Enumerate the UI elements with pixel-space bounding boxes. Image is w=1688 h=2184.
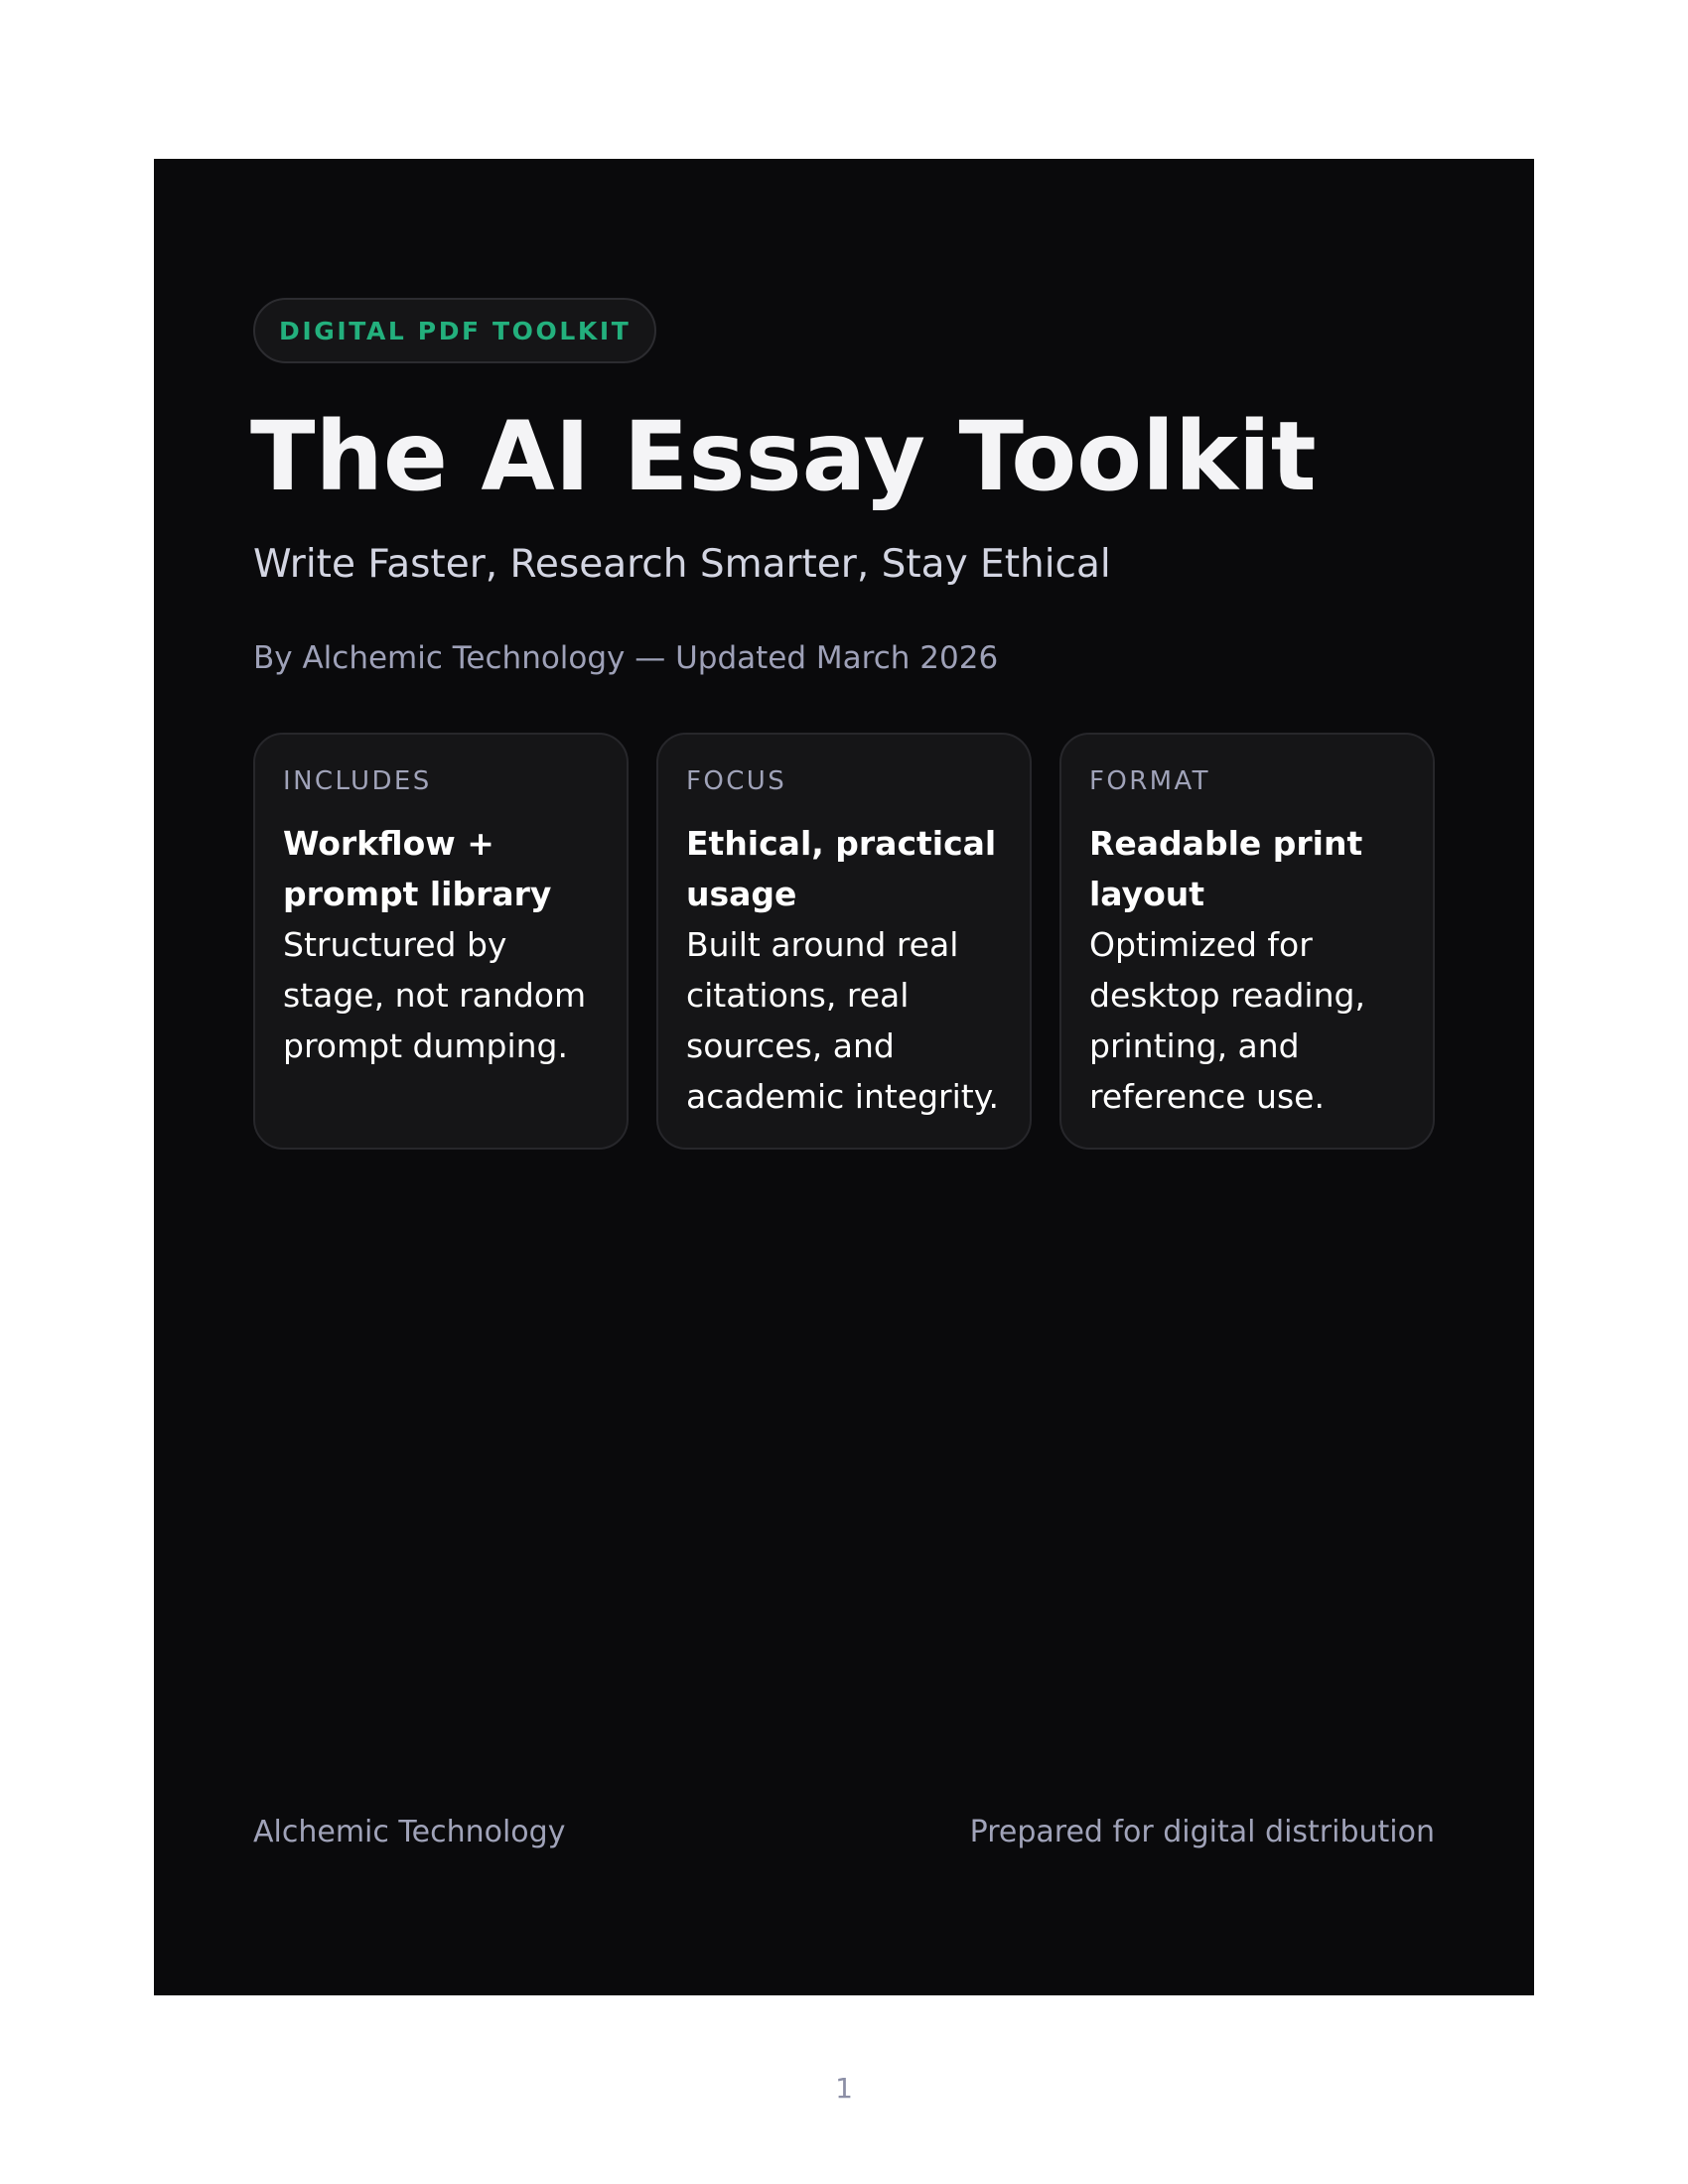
feature-cards bbox=[253, 733, 1435, 1150]
card-includes bbox=[253, 733, 629, 1150]
footer-publisher: Alchemic Technology bbox=[253, 1815, 566, 1849]
card-focus bbox=[656, 733, 1032, 1150]
toolkit-badge: DIGITAL PDF TOOLKIT bbox=[253, 298, 656, 363]
card-label: INCLUDES bbox=[283, 766, 432, 796]
card-label: FOCUS bbox=[686, 766, 787, 796]
card-body: Built around real citations, real sources, and academic integrity. bbox=[686, 925, 1000, 1116]
card-format bbox=[1059, 733, 1435, 1150]
page-title: The AI Essay Toolkit bbox=[250, 401, 1317, 512]
card-label: FORMAT bbox=[1089, 766, 1210, 796]
card-body: Structured by stage, not random prompt dumping. bbox=[283, 925, 587, 1065]
footer-distribution-note: Prepared for digital distribution bbox=[969, 1815, 1435, 1849]
card-body: Optimized for desktop reading, printing, and reference use. bbox=[1089, 925, 1365, 1116]
byline: By Alchemic Technology — Updated March 2026 bbox=[253, 640, 999, 676]
card-heading: Workflow + prompt library bbox=[283, 824, 552, 913]
page-subtitle: Write Faster, Research Smarter, Stay Ethical bbox=[253, 542, 1111, 587]
cover-page bbox=[154, 159, 1534, 1995]
card-heading: Readable print layout bbox=[1089, 824, 1363, 913]
page-number: 1 bbox=[835, 2072, 853, 2105]
card-heading: Ethical, practical usage bbox=[686, 824, 997, 913]
